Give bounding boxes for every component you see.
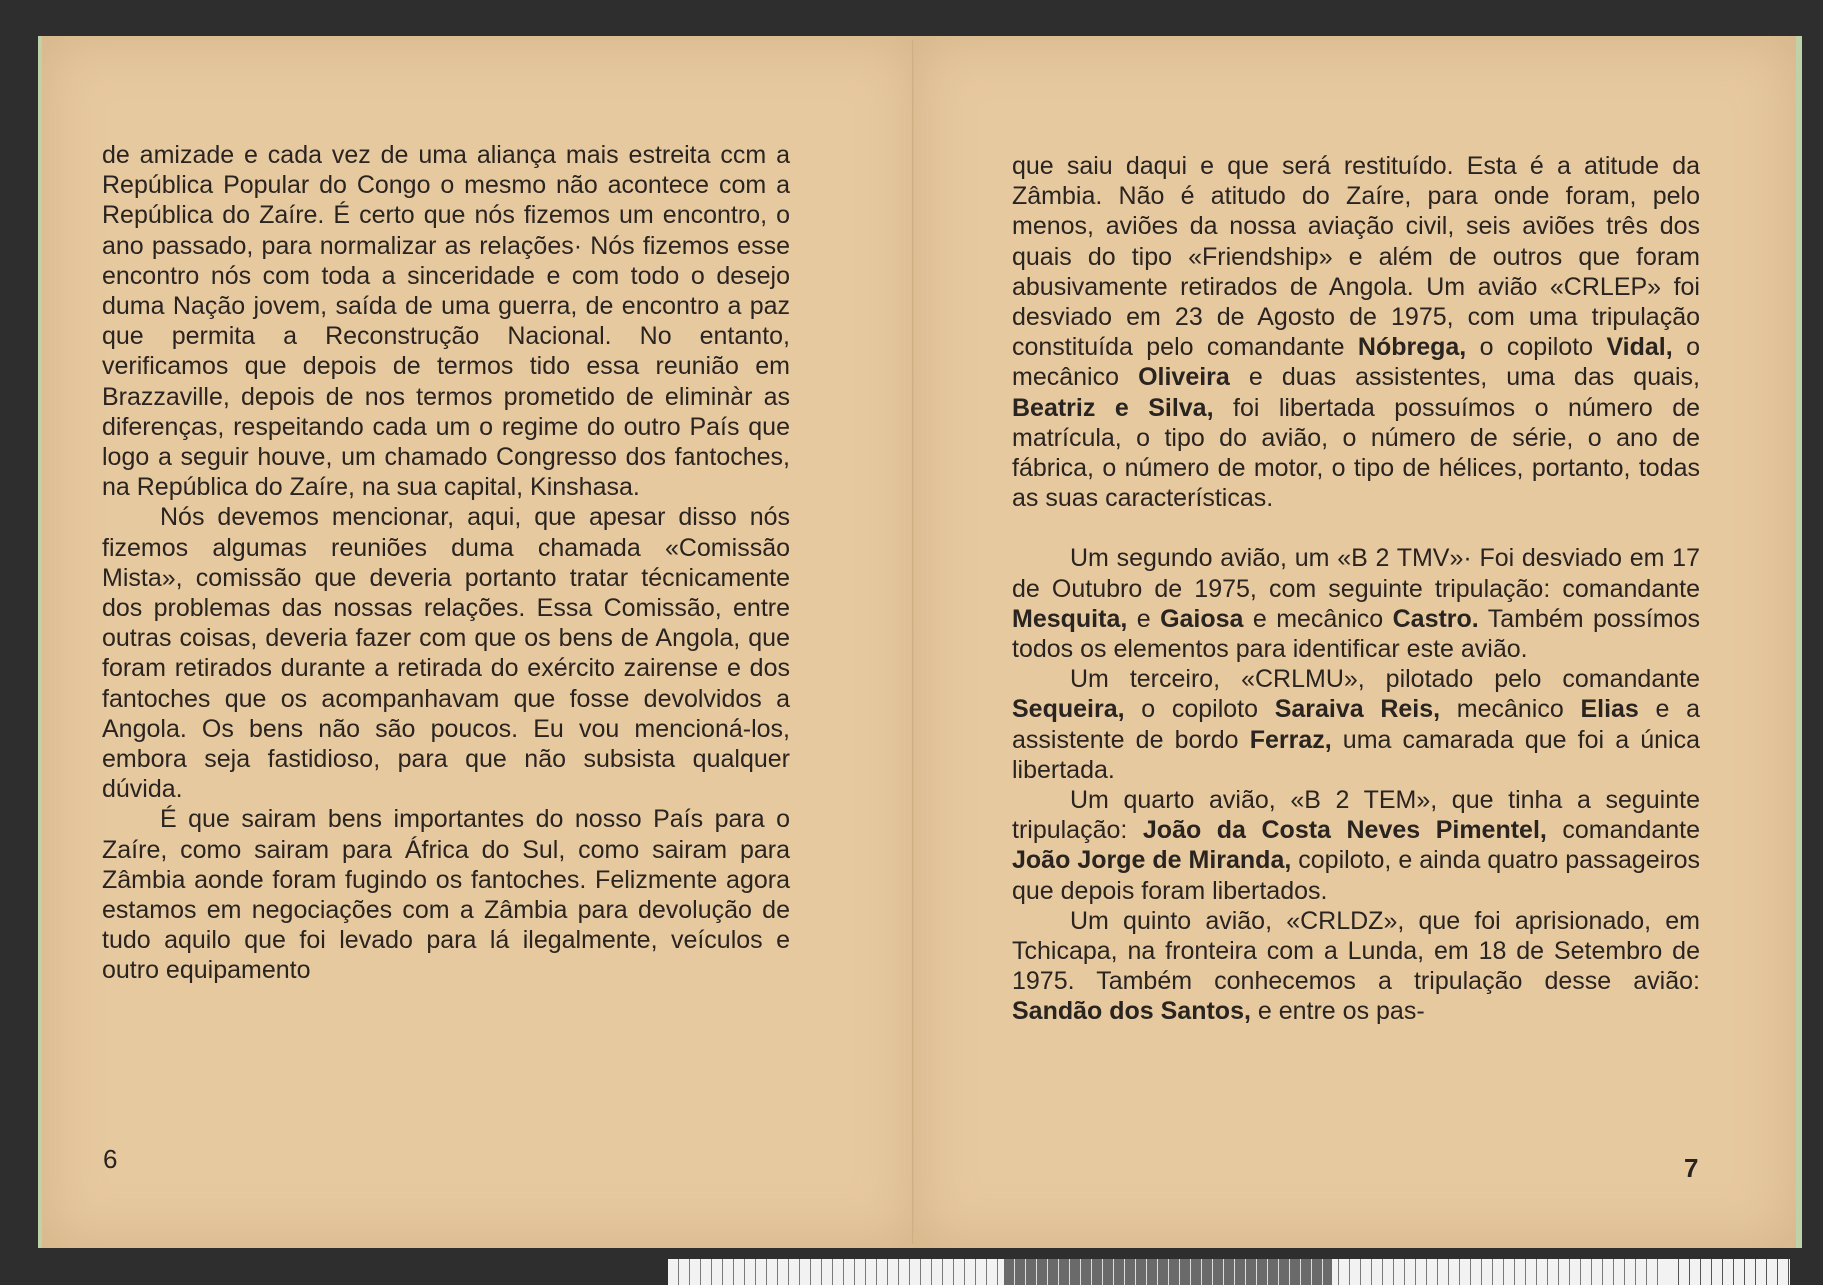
ruler-segment	[1668, 1259, 1790, 1285]
paragraph: Nós devemos mencionar, aqui, que apesar disso nós fizemos algumas reuniões duma chamada «Comissão Mista», comissão que deveria portanto tratar técnicamente dos problemas das nossas relações. Essa Comissão, entre outras coisas, deveria fazer com que os bens de Angola, que foram retirados durante a retirada do exército zairense e dos fantoches que os acompanhavam que fosse devolvidos a Angola. Os bens não são poucos. Eu vou mencioná-los, embora seja fastidioso, para que não subsista qualquer dúvida.	[102, 503, 790, 804]
paragraph: que saiu daqui e que será restituído. Esta é a atitude da Zâmbia. Não é atitudo do Zaíre, para onde foram, pelo menos, aviões da nossa aviação civil, seis aviões três dos quais do tipo «Friendship» e além de outros que foram abusivamente retirados de Angola. Um avião «CRLEP» foi desviado em 23 de Agosto de 1975, com uma tripulação constituída pelo comandante Nóbrega, o copiloto Vidal, o mecânico Oliveira e duas assistentes, uma das quais, Beatriz e Silva, foi libertada possuímos o número de matrícula, o tipo do avião, o número de série, o ano de fábrica, o número de motor, o tipo de hélices, portanto, todas as suas características.	[1012, 152, 1701, 513]
crew-name: Nóbrega,	[1357, 333, 1467, 362]
crew-name: Gaiosa	[1160, 604, 1244, 633]
ruler-segment	[1004, 1259, 1332, 1285]
crew-name: Mesquita,	[1012, 604, 1128, 633]
paragraph: Um quarto avião, «B 2 TEM», que tinha a seguinte tripulação: João da Costa Neves Pimentel, comandante João Jorge de Miranda, copiloto, e ainda quatro passageiros que depois foram libertados.	[1012, 786, 1700, 905]
scale-ruler	[668, 1259, 1790, 1285]
crew-name: Elias	[1580, 695, 1639, 724]
left-page-body	[102, 140, 790, 986]
crew-name: João Jorge de Miranda,	[1012, 846, 1292, 875]
crew-name: Sequeira,	[1012, 695, 1125, 724]
page-number: 6	[103, 1144, 118, 1174]
page-number: 7	[1684, 1153, 1699, 1183]
crew-name: Oliveira	[1138, 363, 1230, 392]
crew-name: João da Costa Neves Pimentel,	[1142, 816, 1547, 845]
crew-name: Beatriz e Silva,	[1012, 393, 1214, 422]
left-page	[38, 36, 918, 1248]
crew-name: Sandão dos Santos,	[1012, 997, 1251, 1026]
crew-name: Castro.	[1392, 604, 1479, 633]
paragraph: Um terceiro, «CRLMU», pilotado pelo comandante Sequeira, o copiloto Saraiva Reis, mecânico Elias e a assistente de bordo Ferraz, uma camarada que foi a única libertada.	[1012, 665, 1700, 784]
paragraph: Um quinto avião, «CRLDZ», que foi aprisionado, em Tchicapa, na fronteira com a Lunda, em 18 de Setembro de 1975. Também conhecemos a tripulação desse avião: Sandão dos Santos, e entre os pas-	[1012, 906, 1700, 1026]
paragraph: Um segundo avião, um «B 2 TMV»· Foi desviado em 17 de Outubro de 1975, com seguinte tripulação: comandante Mesquita, e Gaiosa e mecânico Castro. Também possímos todos os elementos para identificar este avião.	[1012, 544, 1700, 664]
crew-name: Saraiva Reis,	[1274, 695, 1441, 724]
crew-name: Ferraz,	[1249, 725, 1332, 754]
right-page	[914, 36, 1802, 1248]
paragraph: É que sairam bens importantes do nosso País para o Zaíre, como sairam para África do Sul, como sairam para Zâmbia aonde foram fugindo os fantoches. Felizmente agora estamos em negociações com a Zâmbia para devolução de tudo aquilo que foi levado para lá ilegalmente, veículos e outro equipamento	[102, 805, 790, 985]
paragraph: de amizade e cada vez de uma aliança mais estreita ccm a República Popular do Congo o mesmo não acontece com a República do Zaíre. É certo que nós fizemos um encontro, o ano passado, para normalizar as relações· Nós fizemos esse encontro nós com toda a sinceridade e com todo o desejo duma Nação jovem, saída de uma guerra, de encontro a paz que permita a Reconstrução Nacional. No entanto, verificamos que depois de termos tido essa reunião em Brazzaville, depois de nos termos prometido de eliminàr as diferenças, respeitando cada um o regime do outro País que logo a seguir houve, um chamado Congresso dos fantoches, na República do Zaíre, na sua capital, Kinshasa.	[102, 141, 790, 502]
right-page-body	[1012, 151, 1700, 1027]
crew-name: Vidal,	[1606, 333, 1673, 362]
